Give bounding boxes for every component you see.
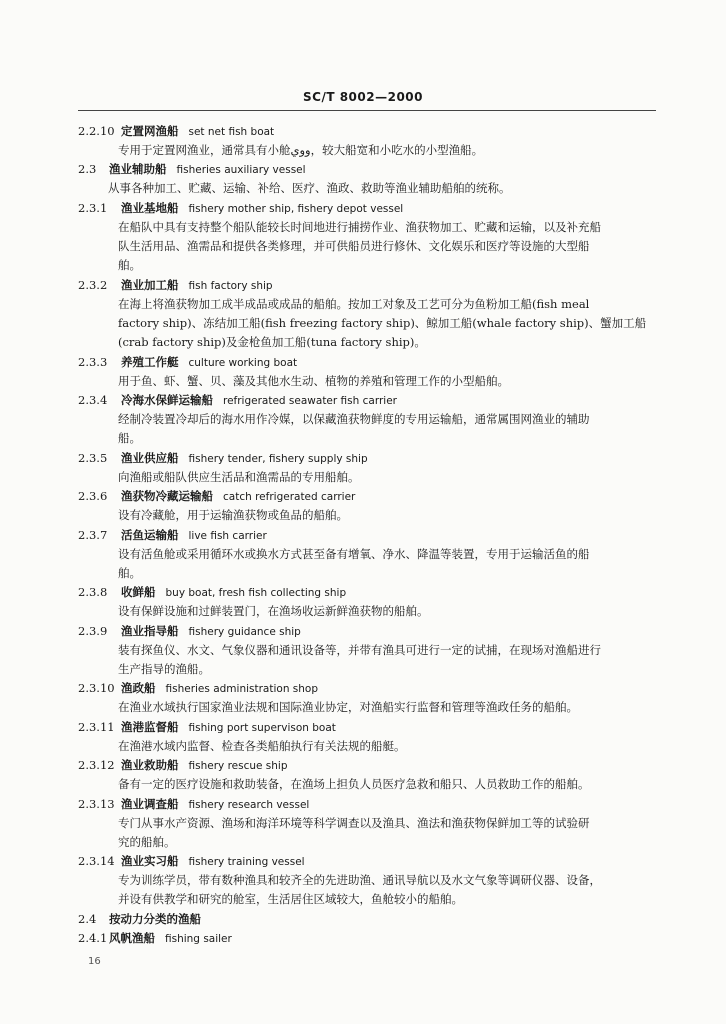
entry-heading: 2.3.4 冷海水保鲜运输船 refrigerated seawater fish carrier bbox=[78, 393, 397, 407]
entry-body: 专用于定置网渔业，通常具有小舱ووي，较大船宽和小吃水的小型渔船。 bbox=[118, 143, 484, 157]
entry-heading: 2.4.1 风帆渔船 fishing sailer bbox=[78, 931, 232, 945]
entry-heading: 2.3.13 渔业调查船 fishery research vessel bbox=[78, 797, 310, 811]
entry-heading: 2.3.14 渔业实习船 fishery training vessel bbox=[78, 854, 305, 868]
entry-body: factory ship)、冻结加工船(fish freezing factory ship)、鲸加工船(whale factory ship)、蟹加工船 bbox=[118, 316, 647, 330]
entry-heading: 2.3.8 收鲜船 buy boat, fresh fish collecting ship bbox=[78, 585, 347, 599]
page-header: SC/T 8002—2000 bbox=[303, 90, 423, 104]
entry-body: 队生活用品、渔需品和提供各类修理，并可供船员进行修休、文化娱乐和医疗等设施的大型船 bbox=[118, 239, 590, 253]
entry-body: 设有冷藏舱，用于运输渔获物或鱼品的船舶。 bbox=[118, 508, 348, 522]
entry-body: 用于鱼、虾、蟹、贝、藻及其他水生动、植物的养殖和管理工作的小型船舶。 bbox=[118, 374, 509, 388]
entry-body: 设有保鲜设施和过鲜装置门，在渔场收运新鲜渔获物的船舶。 bbox=[118, 604, 429, 618]
entry-body: 舶。 bbox=[118, 258, 141, 272]
entry-body: 经制冷装置冷却后的海水用作冷媒，以保藏渔获物鲜度的专用运输船，通常属围网渔业的辅助 bbox=[118, 412, 590, 426]
entry-heading: 2.3.1 渔业基地船 fishery mother ship, fishery depot vessel bbox=[78, 201, 404, 215]
entry-heading: 2.3.12 渔业救助船 fishery rescue ship bbox=[78, 758, 288, 772]
entry-body: 舶。 bbox=[118, 566, 141, 580]
entry-heading: 2.3.3 养殖工作艇 culture working boat bbox=[78, 355, 298, 369]
entry-body: 备有一定的医疗设施和救助装备，在渔场上担负人员医疗急救和船只、人员救助工作的船舶。 bbox=[118, 777, 590, 791]
entry-heading: 2.3.11 渔港监督船 fishing port supervison boat bbox=[78, 720, 336, 734]
entry-body: 在渔港水域内监督、检查各类船舶执行有关法规的船艇。 bbox=[118, 739, 406, 753]
entry-body: (crab factory ship)及金枪鱼加工船(tuna factory ship)。 bbox=[118, 335, 426, 349]
entry-body: 向渔船或船队供应生活品和渔需品的专用船舶。 bbox=[118, 470, 360, 484]
entry-body: 专门从事水产资源、渔场和海洋环境等科学调查以及渔具、渔法和渔获物保鲜加工等的试验研 bbox=[118, 816, 590, 830]
section-heading: 2.3 渔业辅助船 fisheries auxiliary vessel bbox=[78, 162, 306, 176]
entry-heading: 2.3.9 渔业指导船 fishery guidance ship bbox=[78, 624, 301, 638]
header-rule bbox=[78, 110, 656, 111]
entry-body: 在海上将渔获物加工成半成品或成品的船舶。按加工对象及工艺可分为鱼粉加工船(fish meal bbox=[118, 297, 590, 311]
entry-heading: 2.3.5 渔业供应船 fishery tender, fishery supply ship bbox=[78, 451, 368, 465]
entry-body: 专为训练学员，带有数种渔具和较齐全的先进助渔、通讯导航以及水文气象等调研仪器、设备， bbox=[118, 873, 601, 887]
entry-body: 在渔业水域执行国家渔业法规和国际渔业协定，对渔船实行监督和管理等渔政任务的船舶。 bbox=[118, 700, 578, 714]
entry-body: 并设有供教学和研究的舱室，生活居住区域较大，鱼舱较小的船舶。 bbox=[118, 892, 463, 906]
entry-body: 在船队中具有支持整个船队能较长时间地进行捕捞作业、渔获物加工、贮藏和运输，以及补充船 bbox=[118, 220, 601, 234]
entry-heading: 2.3.7 活鱼运输船 live fish carrier bbox=[78, 528, 267, 542]
section-heading: 2.4 按动力分类的渔船 bbox=[78, 912, 201, 926]
entry-body: 设有活鱼舱或采用循环水或换水方式甚至备有增氧、净水、降温等装置，专用于运输活鱼的船 bbox=[118, 547, 590, 561]
entry-body: 装有探鱼仪、水文、气象仪器和通讯设备等，并带有渔具可进行一定的试捕，在现场对渔船进行 bbox=[118, 643, 601, 657]
entry-heading: 2.3.10 渔政船 fisheries administration shop bbox=[78, 681, 319, 695]
entry-heading: 2.3.2 渔业加工船 fish factory ship bbox=[78, 278, 273, 292]
entry-body: 从事各种加工、贮藏、运输、补给、医疗、渔政、救助等渔业辅助船舶的统称。 bbox=[108, 181, 511, 195]
entry-body: 生产指导的渔船。 bbox=[118, 662, 210, 676]
entry-body: 船。 bbox=[118, 431, 141, 445]
entry-heading: 2.3.6 渔获物冷藏运输船 catch refrigerated carrier bbox=[78, 489, 356, 503]
entry-heading: 2.2.10 定置网渔船 set net fish boat bbox=[78, 124, 275, 138]
entry-body: 究的船舶。 bbox=[118, 835, 176, 849]
page-number: 16 bbox=[88, 956, 101, 967]
